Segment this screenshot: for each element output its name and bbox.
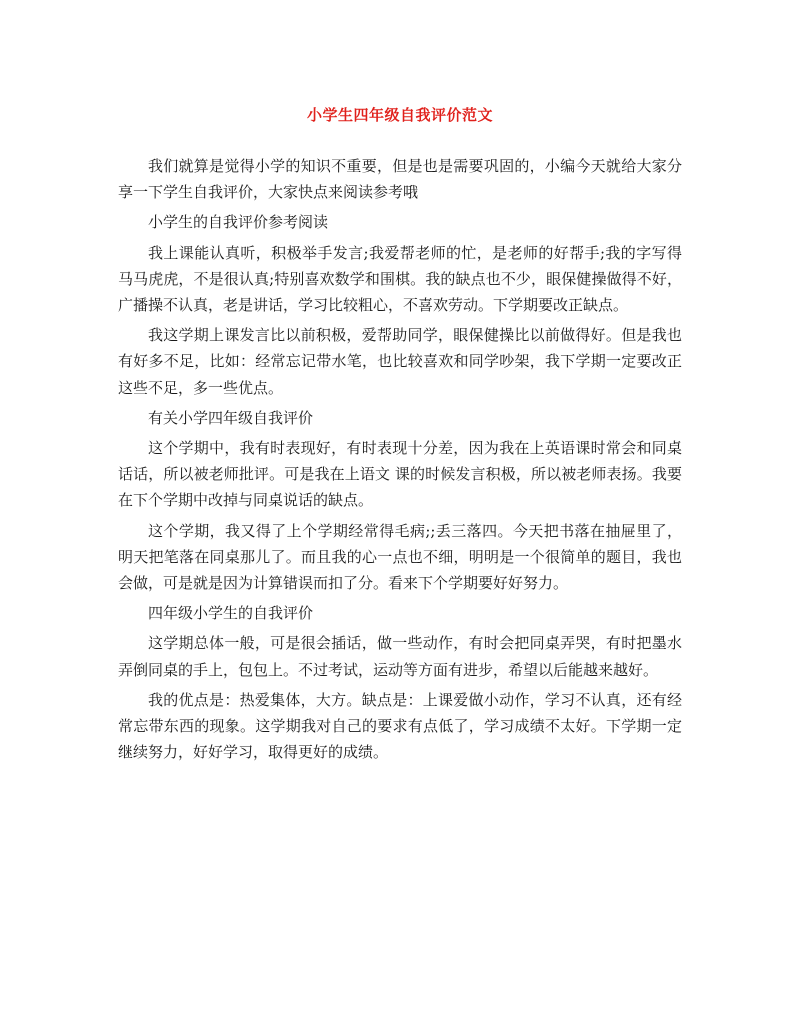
body-paragraph: 这个学期中，我有时表现好，有时表现十分差，因为我在上英语课时常会和同桌话话，所以被老师批评。可是我在上语文 课的时候发言积极，所以被老师表扬。我要在下个学期中改掉与同桌说话的缺点。 (118, 439, 682, 510)
document-body (118, 153, 682, 769)
intro-paragraph: 我们就算是觉得小学的知识不重要，但是也是需要巩固的，小编今天就给大家分享一下学生自我评价，大家快点来阅读参考哦 (118, 157, 682, 202)
body-paragraph: 我这学期上课发言比以前积极，爱帮助同学，眼保健操比以前做得好。但是我也有好多不足，比如：经常忘记带水笔，也比较喜欢和同学吵架，我下学期一定要改正这些不足，多一些优点。 (118, 326, 682, 397)
section-heading: 四年级小学生的自我评价 (148, 604, 314, 623)
section-heading: 有关小学四年级自我评价 (148, 408, 314, 427)
body-paragraph: 这学期总体一般，可是很会插话，做一些动作，有时会把同桌弄哭，有时把墨水弄倒同桌的手上，包包上。不过考试，运动等方面有进步，希望以后能越来越好。 (118, 634, 682, 679)
body-paragraph: 这个学期，我又得了上个学期经常得毛病;;丢三落四。今天把书落在抽屉里了，明天把笔落在同桌那儿了。而且我的心一点也不细，明明是一个很简单的题目，我也会做，可是就是因为计算错误而扣了分。看来下个学期要好好努力。 (118, 521, 682, 593)
section-heading: 小学生的自我评价参考阅读 (148, 213, 329, 232)
body-paragraph: 我的优点是：热爱集体，大方。缺点是：上课爱做小动作，学习不认真，还有经常忘带东西的现象。这学期我对自己的要求有点低了，学习成绩不太好。下学期一定继续努力，好好学习，取得更好的成绩。 (118, 690, 682, 762)
body-paragraph: 我上课能认真听，积极举手发言;我爱帮老师的忙，是老师的好帮手;我的字写得马马虎虎，不是很认真;特别喜欢数学和围棋。我的缺点也不少，眼保健操做得不好，广播操不认真，老是讲话，学习比较粗心，不喜欢劳动。下学期要改正缺点。 (118, 243, 682, 315)
document-title: 小学生四年级自我评价范文 (306, 106, 493, 124)
